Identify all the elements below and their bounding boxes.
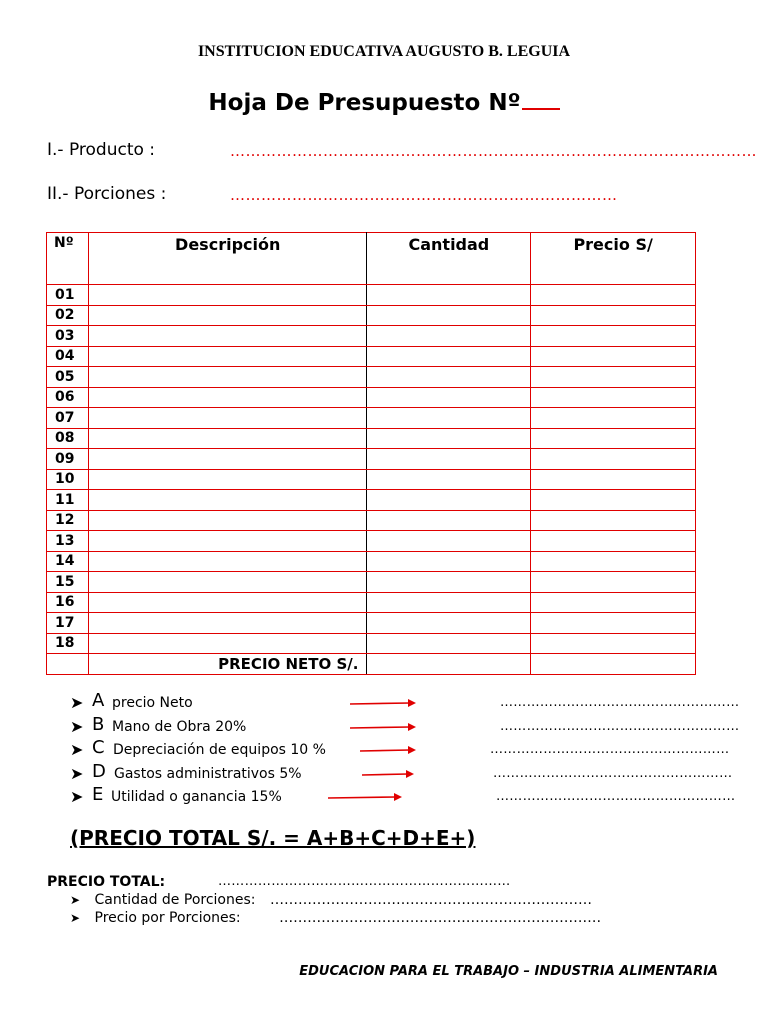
table-row	[47, 551, 696, 572]
cantidad-porciones-dots[interactable]: ……………………………………………………………	[269, 892, 592, 908]
item-text: Depreciación de equipos 10 %	[113, 742, 326, 758]
row-number: 18	[47, 633, 89, 654]
row-number: 05	[47, 367, 89, 388]
price-cell[interactable]	[531, 408, 696, 429]
header-description: Descripción	[88, 233, 367, 285]
neto-price-cell[interactable]	[531, 654, 696, 675]
arrowhead-bullet-icon: ➤	[70, 787, 84, 806]
quantity-cell[interactable]	[367, 305, 531, 326]
table-row	[47, 367, 696, 388]
item-letter: E	[92, 784, 104, 805]
quantity-cell[interactable]	[367, 633, 531, 654]
arrowhead-bullet-icon: ➤	[70, 911, 81, 925]
price-cell[interactable]	[531, 305, 696, 326]
cost-item	[70, 760, 733, 787]
quantity-cell[interactable]	[367, 551, 531, 572]
red-arrow-icon	[362, 769, 414, 779]
budget-number-blank[interactable]	[522, 92, 560, 110]
description-cell[interactable]	[88, 572, 367, 593]
row-number: 03	[47, 326, 89, 347]
item-dots[interactable]: ………………………………………………	[496, 789, 736, 804]
price-cell[interactable]	[531, 531, 696, 552]
description-cell[interactable]	[88, 387, 367, 408]
item-dots[interactable]: ………………………………………………	[500, 695, 740, 710]
arrowhead-bullet-icon: ➤	[70, 763, 84, 783]
quantity-cell[interactable]	[367, 367, 531, 388]
row-number: 12	[47, 510, 89, 531]
row-number: 09	[47, 449, 89, 470]
table-row	[47, 387, 696, 408]
row-number: 16	[47, 592, 89, 613]
quantity-cell[interactable]	[367, 613, 531, 634]
quantity-cell[interactable]	[367, 428, 531, 449]
table-row	[47, 285, 696, 306]
cantidad-porciones-line	[70, 892, 592, 908]
row-number: 01	[47, 285, 89, 306]
arrowhead-bullet-icon: ➤	[70, 693, 84, 712]
precio-porciones-dots[interactable]: ……………………………………………………………	[279, 910, 602, 926]
red-arrow-icon	[360, 745, 416, 755]
producto-dots[interactable]: …………………………………………………………………………………………	[230, 142, 757, 160]
header-num: Nº	[47, 233, 89, 285]
row-number: 17	[47, 613, 89, 634]
description-cell[interactable]	[88, 305, 367, 326]
item-letter: B	[92, 713, 105, 735]
arrowhead-bullet-icon: ➤	[70, 716, 84, 736]
total-label: PRECIO TOTAL:	[47, 874, 166, 890]
price-cell[interactable]	[531, 346, 696, 367]
price-cell[interactable]	[531, 510, 696, 531]
table-row	[47, 510, 696, 531]
neto-label: PRECIO NETO S/.	[88, 654, 367, 675]
description-cell[interactable]	[88, 490, 367, 511]
neto-empty-cell	[47, 654, 89, 675]
price-cell[interactable]	[531, 469, 696, 490]
budget-table	[46, 232, 696, 675]
cost-items-list	[70, 690, 740, 810]
item-letter: D	[92, 760, 106, 782]
quantity-cell[interactable]	[367, 449, 531, 470]
item-letter: C	[92, 737, 105, 758]
item-text: precio Neto	[112, 695, 193, 711]
porciones-label: II.- Porciones :	[47, 184, 167, 204]
row-number: 13	[47, 531, 89, 552]
description-cell[interactable]	[88, 326, 367, 347]
arrowhead-bullet-icon: ➤	[70, 740, 84, 759]
table-row	[47, 408, 696, 429]
quantity-cell[interactable]	[367, 572, 531, 593]
row-number: 04	[47, 346, 89, 367]
producto-field	[47, 140, 757, 160]
description-cell[interactable]	[88, 633, 367, 654]
neto-quantity-cell[interactable]	[367, 654, 531, 675]
price-cell[interactable]	[531, 592, 696, 613]
description-cell[interactable]	[88, 592, 367, 613]
price-cell[interactable]	[531, 367, 696, 388]
description-cell[interactable]	[88, 428, 367, 449]
quantity-cell[interactable]	[367, 592, 531, 613]
description-cell[interactable]	[88, 285, 367, 306]
institution-name: INSTITUCION EDUCATIVA AUGUSTO B. LEGUIA	[197, 43, 571, 60]
item-text: Mano de Obra 20%	[112, 718, 247, 735]
precio-porciones-label: Precio por Porciones:	[94, 910, 241, 926]
porciones-dots[interactable]: …………………………………………………………………	[230, 186, 618, 204]
price-cell[interactable]	[531, 633, 696, 654]
table-row	[47, 326, 696, 347]
item-dots[interactable]: ………………………………………………	[490, 742, 730, 757]
description-cell[interactable]	[88, 408, 367, 429]
producto-label: I.- Producto :	[47, 140, 156, 160]
table-row	[47, 531, 696, 552]
cost-item	[70, 784, 736, 810]
cost-item	[70, 713, 740, 740]
red-arrow-icon	[350, 698, 416, 708]
neto-row	[47, 654, 696, 675]
price-cell[interactable]	[531, 428, 696, 449]
table-row	[47, 305, 696, 326]
row-number: 07	[47, 408, 89, 429]
table-row	[47, 490, 696, 511]
quantity-cell[interactable]	[367, 490, 531, 511]
table-row	[47, 613, 696, 634]
cantidad-porciones-label: Cantidad de Porciones:	[94, 892, 256, 908]
table-row	[47, 633, 696, 654]
row-number: 08	[47, 428, 89, 449]
description-cell[interactable]	[88, 367, 367, 388]
row-number: 10	[47, 469, 89, 490]
table-row	[47, 428, 696, 449]
quantity-cell[interactable]	[367, 346, 531, 367]
footer-text: EDUCACION PARA EL TRABAJO – INDUSTRIA ALIMENTARIA	[299, 964, 718, 979]
description-cell[interactable]	[88, 551, 367, 572]
table-row	[47, 592, 696, 613]
table-row	[47, 469, 696, 490]
red-arrow-icon	[350, 722, 416, 732]
precio-porciones-line	[70, 910, 601, 926]
item-letter: A	[92, 690, 105, 711]
description-cell[interactable]	[88, 346, 367, 367]
quantity-cell[interactable]	[367, 285, 531, 306]
price-cell[interactable]	[531, 387, 696, 408]
price-cell[interactable]	[531, 490, 696, 511]
row-number: 14	[47, 551, 89, 572]
quantity-cell[interactable]	[367, 326, 531, 347]
quantity-cell[interactable]	[367, 387, 531, 408]
description-cell[interactable]	[88, 469, 367, 490]
price-cell[interactable]	[531, 449, 696, 470]
quantity-cell[interactable]	[367, 531, 531, 552]
total-formula: (PRECIO TOTAL S/. = A+B+C+D+E+)	[70, 826, 476, 850]
cost-item	[70, 737, 730, 763]
description-cell[interactable]	[88, 449, 367, 470]
cost-item	[70, 690, 740, 716]
total-dots[interactable]: …………………………………………………………	[218, 874, 511, 889]
table-row	[47, 346, 696, 367]
quantity-cell[interactable]	[367, 408, 531, 429]
porciones-field	[47, 184, 618, 204]
table-row	[47, 449, 696, 470]
quantity-cell[interactable]	[367, 510, 531, 531]
row-number: 11	[47, 490, 89, 511]
quantity-cell[interactable]	[367, 469, 531, 490]
red-arrow-icon	[328, 792, 402, 802]
row-number: 02	[47, 305, 89, 326]
price-cell[interactable]	[531, 326, 696, 347]
item-dots[interactable]: ………………………………………………	[500, 718, 740, 734]
table-row	[47, 572, 696, 593]
title-text: Hoja De Presupuesto Nº	[208, 90, 521, 116]
item-text: Utilidad o ganancia 15%	[111, 789, 282, 805]
description-cell[interactable]	[88, 510, 367, 531]
price-cell[interactable]	[531, 551, 696, 572]
header-quantity: Cantidad	[367, 233, 531, 285]
price-cell[interactable]	[531, 613, 696, 634]
price-cell[interactable]	[531, 572, 696, 593]
item-dots[interactable]: ………………………………………………	[493, 765, 733, 781]
table-header-row	[47, 233, 696, 285]
arrowhead-bullet-icon: ➤	[70, 893, 81, 907]
item-text: Gastos administrativos 5%	[114, 765, 302, 782]
price-cell[interactable]	[531, 285, 696, 306]
row-number: 06	[47, 387, 89, 408]
row-number: 15	[47, 572, 89, 593]
description-cell[interactable]	[88, 531, 367, 552]
description-cell[interactable]	[88, 613, 367, 634]
page-title	[0, 90, 768, 116]
header-price: Precio S/	[531, 233, 696, 285]
